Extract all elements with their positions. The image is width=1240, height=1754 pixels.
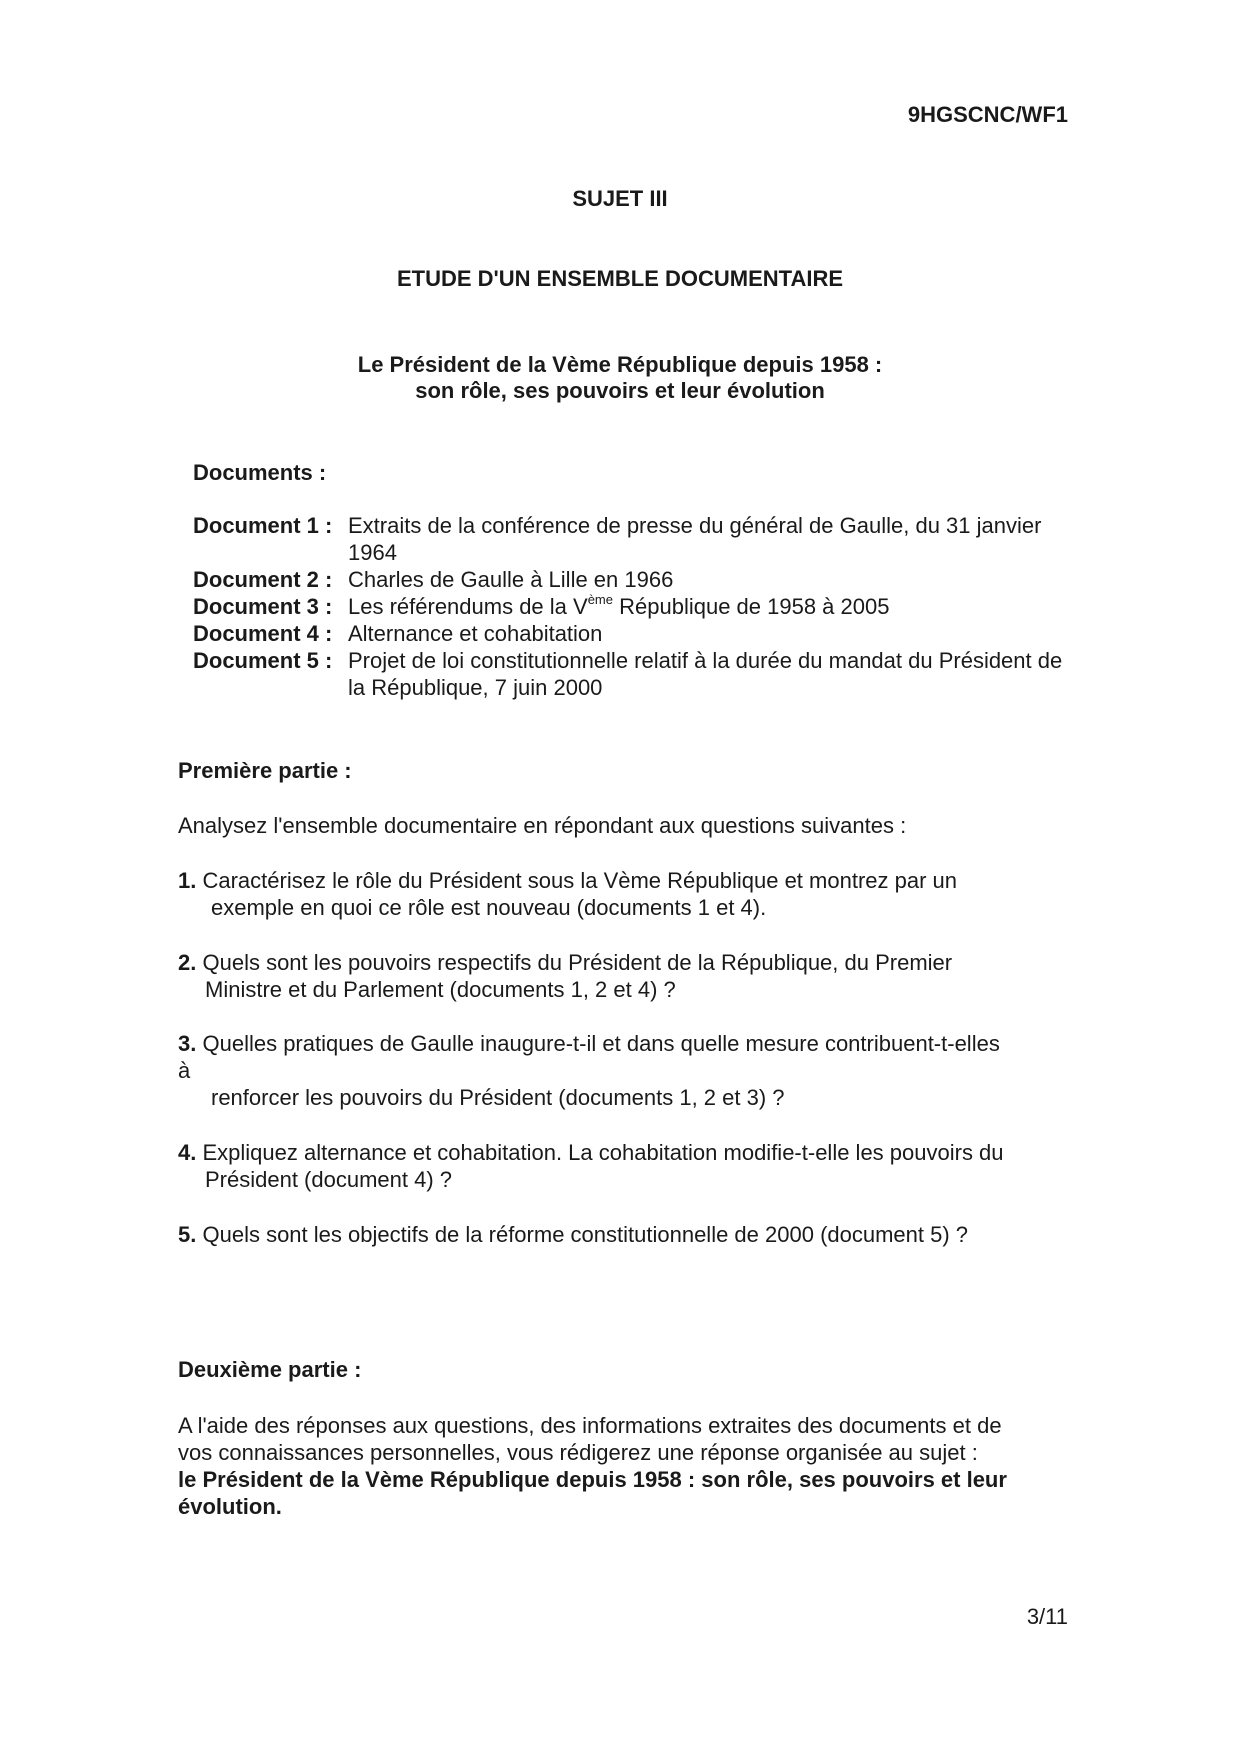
- question-text: Caractérisez le rôle du Président sous la Vème République et montrez par un: [202, 868, 957, 893]
- part-two-subject: le Président de la Vème République depuis 1958 : son rôle, ses pouvoirs et leur: [178, 1467, 1007, 1492]
- document-item: [193, 620, 1043, 647]
- document-code: 9HGSCNC/WF1: [907, 102, 1068, 127]
- question-text: Quelles pratiques de Gaulle inaugure-t-il et dans quelle mesure contribuent-t-elles: [202, 1031, 1000, 1056]
- question-item: [178, 949, 1078, 1003]
- document-label: Document 1 :: [193, 513, 333, 538]
- part-two-instructions: [178, 1412, 1098, 1520]
- page-number: 3/11: [1026, 1604, 1068, 1629]
- part-two-line: A l'aide des réponses aux questions, des informations extraites des documents et de: [178, 1413, 1002, 1438]
- document-item: [193, 647, 1063, 701]
- exercise-type-heading: ETUDE D'UN ENSEMBLE DOCUMENTAIRE: [396, 266, 844, 291]
- question-text: Quels sont les objectifs de la réforme constitutionnelle de 2000 (document 5) ?: [202, 1222, 969, 1247]
- question-text-continued: Président (document 4) ?: [205, 1167, 453, 1192]
- document-description: Alternance et cohabitation: [348, 621, 603, 646]
- part-two-subject: évolution.: [178, 1494, 282, 1519]
- question-text-continued: Ministre et du Parlement (documents 1, 2 et 4) ?: [205, 977, 676, 1002]
- document-item: [193, 593, 1043, 620]
- question-number: 2.: [178, 950, 197, 975]
- question-number: 1.: [178, 868, 197, 893]
- question-number: 3.: [178, 1031, 197, 1056]
- document-label: Document 4 :: [193, 621, 333, 646]
- part-two-line: vos connaissances personnelles, vous rédigerez une réponse organisée au sujet :: [178, 1440, 978, 1465]
- question-text: Quels sont les pouvoirs respectifs du Président de la République, du Premier: [202, 950, 953, 975]
- document-description-part: Les référendums de la V: [348, 594, 588, 619]
- question-text-continued: renforcer les pouvoirs du Président (documents 1, 2 et 3) ?: [211, 1085, 785, 1110]
- question-text-wrap: à: [178, 1058, 191, 1083]
- question-item: [178, 867, 1078, 921]
- document-label: Document 3 :: [193, 594, 333, 619]
- topic-title-line-2: son rôle, ses pouvoirs et leur évolution: [415, 378, 825, 403]
- document-item: [193, 566, 1043, 593]
- question-number: 5.: [178, 1222, 197, 1247]
- question-item: [178, 1139, 1078, 1193]
- question-text: Expliquez alternance et cohabitation. La cohabitation modifie-t-elle les pouvoirs du: [202, 1140, 1004, 1165]
- question-item: [178, 1030, 1078, 1111]
- document-description: Projet de loi constitutionnelle relatif à la durée du mandat du Président de la République, 7 juin 2000: [348, 648, 1063, 700]
- superscript-ordinal: ème: [587, 591, 613, 607]
- document-item: [193, 512, 1043, 566]
- document-label: Document 2 :: [193, 567, 333, 592]
- part-one-instructions: Analysez l'ensemble documentaire en répondant aux questions suivantes :: [178, 813, 907, 838]
- document-description: [348, 593, 1068, 620]
- topic-title-line-1: Le Président de la Vème République depuis 1958 :: [357, 352, 883, 377]
- subject-heading: SUJET III: [572, 186, 668, 211]
- document-description-part: République de 1958 à 2005: [613, 594, 890, 619]
- document-description: Extraits de la conférence de presse du général de Gaulle, du 31 janvier 1964: [348, 513, 1042, 565]
- question-text-continued: exemple en quoi ce rôle est nouveau (documents 1 et 4).: [211, 895, 767, 920]
- part-two-heading: Deuxième partie :: [178, 1357, 362, 1382]
- part-one-heading: Première partie :: [178, 758, 352, 783]
- document-description: Charles de Gaulle à Lille en 1966: [348, 567, 674, 592]
- question-number: 4.: [178, 1140, 197, 1165]
- document-label: Document 5 :: [193, 648, 333, 673]
- question-item: [178, 1221, 1078, 1248]
- documents-heading: Documents :: [193, 460, 327, 485]
